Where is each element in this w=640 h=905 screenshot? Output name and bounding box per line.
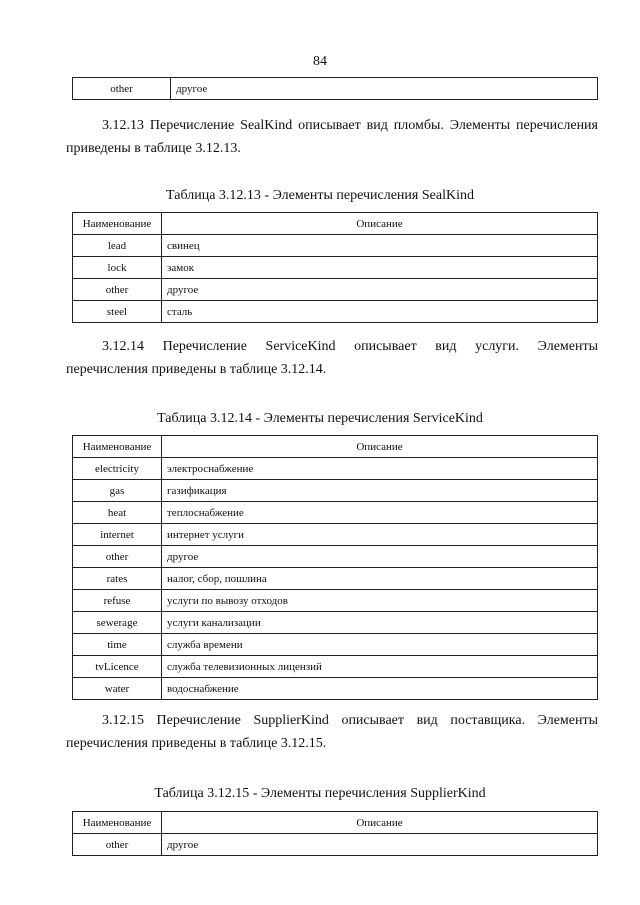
cell-name: steel: [73, 301, 162, 323]
table-servicekind: [72, 435, 598, 700]
table-row: [73, 656, 598, 678]
cell-name: rates: [73, 568, 162, 590]
column-header-description: Описание: [162, 213, 598, 235]
cell-name: other: [73, 546, 162, 568]
cell-description: другое: [162, 546, 598, 568]
table-row: [73, 524, 598, 546]
cell-description: другое: [162, 834, 598, 856]
cell-description: услуги по вывозу отходов: [162, 590, 598, 612]
table-header-row: [73, 213, 598, 235]
table-supplierkind: [72, 811, 598, 856]
table-row: [73, 458, 598, 480]
table-row: [73, 480, 598, 502]
cell-name: other: [73, 834, 162, 856]
paragraph-line: 3.12.13 Перечисление SealKind описывает вид пломбы. Элементы перечисления: [102, 118, 598, 133]
column-header-name: Наименование: [73, 213, 162, 235]
table-row: [73, 834, 598, 856]
cell-name: tvLicence: [73, 656, 162, 678]
table-row: [73, 301, 598, 323]
table-row: [73, 78, 598, 100]
cell-description: служба телевизионных лицензий: [162, 656, 598, 678]
cell-description: замок: [162, 257, 598, 279]
table-row: [73, 235, 598, 257]
cell-name: internet: [73, 524, 162, 546]
cell-description: другое: [162, 279, 598, 301]
cell-name: electricity: [73, 458, 162, 480]
table-row: [73, 590, 598, 612]
cell-description: водоснабжение: [162, 678, 598, 700]
paragraph-3-12-13: [66, 114, 598, 160]
cell-description: свинец: [162, 235, 598, 257]
table-row: [73, 678, 598, 700]
cell-description: сталь: [162, 301, 598, 323]
column-header-name: Наименование: [73, 812, 162, 834]
table-row: [73, 257, 598, 279]
table-row: [73, 634, 598, 656]
table-row: [73, 612, 598, 634]
table-continuation: [72, 77, 598, 100]
table-row: [73, 546, 598, 568]
column-header-description: Описание: [162, 436, 598, 458]
cell-description: служба времени: [162, 634, 598, 656]
table-sealkind: [72, 212, 598, 323]
cell-name: lock: [73, 257, 162, 279]
table-header-row: [73, 436, 598, 458]
cell-description: услуги канализации: [162, 612, 598, 634]
table-row: [73, 279, 598, 301]
cell-name: other: [73, 78, 171, 100]
paragraph-3-12-14: [66, 335, 598, 381]
paragraph-3-12-15: [66, 709, 598, 755]
paragraph-line: 3.12.14 Перечисление ServiceKind описывает вид услуги. Элементы: [102, 339, 598, 354]
cell-description: электроснабжение: [162, 458, 598, 480]
cell-name: sewerage: [73, 612, 162, 634]
paragraph-line: 3.12.15 Перечисление SupplierKind описывает вид поставщика. Элементы: [102, 713, 598, 728]
cell-description: другое: [171, 78, 598, 100]
table-caption-3-12-15: Таблица 3.12.15 - Элементы перечисления SupplierKind: [154, 786, 486, 801]
cell-description: налог, сбор, пошлина: [162, 568, 598, 590]
page-number: 84: [313, 54, 327, 69]
table-row: [73, 568, 598, 590]
table-header-row: [73, 812, 598, 834]
cell-name: heat: [73, 502, 162, 524]
cell-description: интернет услуги: [162, 524, 598, 546]
cell-description: газификация: [162, 480, 598, 502]
column-header-name: Наименование: [73, 436, 162, 458]
paragraph-line: перечисления приведены в таблице 3.12.15.: [66, 736, 327, 751]
table-caption-3-12-13: Таблица 3.12.13 - Элементы перечисления SealKind: [166, 188, 474, 203]
paragraph-line: перечисления приведены в таблице 3.12.14.: [66, 362, 327, 377]
cell-description: теплоснабжение: [162, 502, 598, 524]
table-row: [73, 502, 598, 524]
cell-name: lead: [73, 235, 162, 257]
cell-name: other: [73, 279, 162, 301]
cell-name: gas: [73, 480, 162, 502]
column-header-description: Описание: [162, 812, 598, 834]
cell-name: refuse: [73, 590, 162, 612]
cell-name: time: [73, 634, 162, 656]
paragraph-line: приведены в таблице 3.12.13.: [66, 141, 241, 156]
table-caption-3-12-14: Таблица 3.12.14 - Элементы перечисления ServiceKind: [157, 411, 483, 426]
cell-name: water: [73, 678, 162, 700]
